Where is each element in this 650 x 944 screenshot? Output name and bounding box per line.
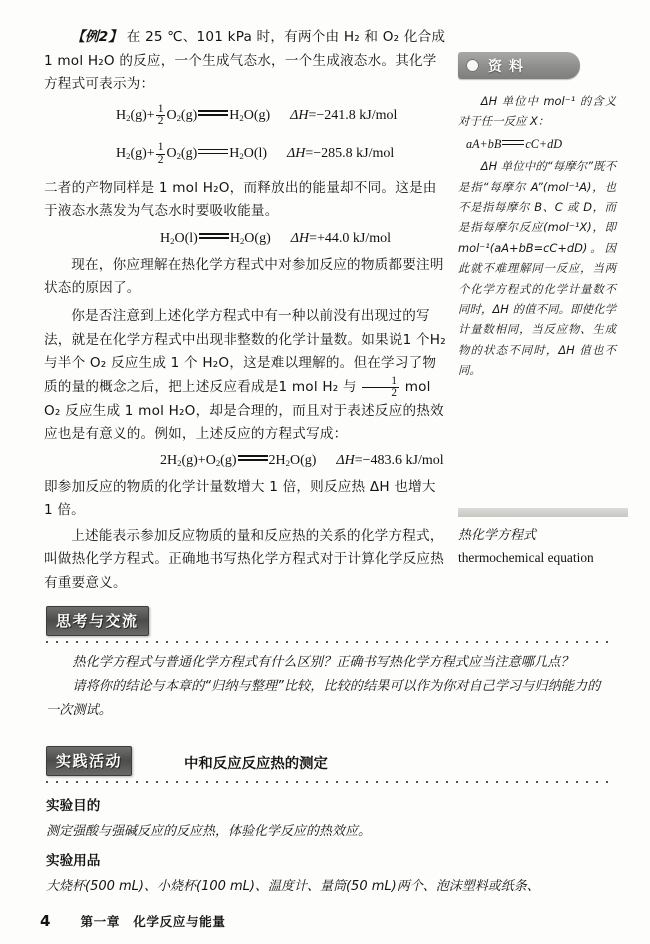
think-and-discuss-section — [46, 606, 608, 723]
paragraph-doubling: 即参加反应的物质的化学计量数增大 1 倍，则反应热 ΔH 也增大 1 倍。 — [44, 478, 436, 519]
sidebar-tab-header — [458, 52, 580, 79]
reaction-arrow-icon — [502, 140, 524, 146]
key-term-box — [458, 508, 628, 569]
example-paragraph — [44, 26, 448, 97]
reaction-arrow-icon — [198, 149, 228, 155]
experiment-purpose-block — [46, 793, 608, 844]
think-banner-row — [46, 606, 608, 636]
paragraph-state-reason: 现在，你应理解在热化学方程式中对参加反应的物质都要注明状态的原因了。 — [44, 256, 444, 297]
think-question-1: 热化学方程式与普通化学方程式有什么区别？正确书写热化学方程式应当注意哪几点？ — [72, 655, 574, 670]
practice-title: 中和反应反应热的测定 — [184, 756, 328, 772]
reaction-arrow-icon — [238, 455, 268, 461]
experiment-purpose-heading: 实验目的 — [46, 798, 101, 814]
equation-2: $H_2(g)+$ $\frac{1}{2}$ $O_2(g)$ $H_2O(l)$ ΔH=−285.8 kJ/mol — [116, 141, 395, 166]
sidebar-line-1: ΔH 单位中 mol⁻¹ 的含义对于任一反应 X： — [458, 94, 616, 129]
think-question-2: 请将你的结论与本章的“归纳与整理”比较，比较的结果可以作为你对自己学习与归纳能力的一次测试。 — [46, 679, 601, 718]
sidebar-line-2: ΔH 单位中的“每摩尔”既不是指“每摩尔 A”(mol⁻¹A)，也不是指每摩尔 B、C 或 D，而是指每摩尔反应(mol⁻¹X)，即 mol⁻¹(aA+bB=cC+dD)。因此就不难理解同一反应，当两个化学方程式的化学计量数不同时，ΔH 的值不同。即使化学计量数相同，当反应物、生成物的状态不同时，ΔH 值也不同。 — [458, 159, 616, 378]
para4-part-a: 你是否注意到上述化学方程式中有一种以前没有出现过的写法，就是在化学方程式中出现非整数的化学计量数。如果说1 个H₂ 与半个 O₂ 反应生成 1 个 H₂O，这是难以理解的。但在学习了物质的量的概念之后，把上述反应看成是1 mol H₂ 与 — [44, 307, 446, 395]
term-chinese: 热化学方程式 — [458, 528, 537, 543]
fraction-one-half: $\frac{1}{2}$ — [157, 141, 164, 166]
equation-4: $2H_2(g)+O_2(g)$ $2H_2O(g)$ ΔH=−483.6 kJ/mol — [160, 452, 444, 468]
sidebar-general-equation: aA+bB cC+dD — [466, 136, 563, 151]
paragraph-fractional-coefficients — [44, 305, 448, 447]
think-dotted-rule — [46, 641, 608, 643]
page-number: 4 — [40, 912, 51, 930]
experiment-purpose-text: 测定强酸与强碱反应的反应热，体验化学反应的热效应。 — [46, 824, 372, 839]
reaction-arrow-icon — [198, 110, 228, 116]
paragraph-definition: 上述能表示参加反应物质的量和反应热的关系的化学方程式，叫做热化学方程式。正确地书写热化学方程式对于计算化学反应热有重要意义。 — [44, 527, 445, 592]
example-tag: 【例2】 — [71, 29, 123, 45]
equation-1: $H_2(g)+$ $\frac{1}{2}$ $O_2(g)$ $H_2O(g)$ ΔH=−241.8 kJ/mol — [116, 102, 398, 128]
reaction-arrow-icon — [199, 233, 229, 239]
think-body — [46, 651, 608, 723]
sidebar-reference-box — [458, 52, 616, 381]
footer-chapter-title: 第一章 化学反应与能量 — [80, 914, 226, 929]
paragraph-products: 二者的产物同样是 1 mol H₂O，而释放出的能量却不同。这是由于液态水蒸发为气态水时要吸收能量。 — [44, 179, 437, 220]
term-divider — [458, 508, 628, 517]
sidebar-tab-label: 资料 — [488, 58, 530, 75]
practice-banner-row — [46, 746, 608, 776]
main-text-column — [44, 26, 448, 596]
para4-part-b: mol O₂ 反应生成 1 mol H₂O，却是合理的，而且对于表述反应的热效应也是有意义的。例如，上述反应的方程式写成： — [44, 378, 444, 443]
experiment-materials-heading: 实验用品 — [46, 853, 101, 869]
term-english: thermochemical equation — [458, 550, 594, 565]
experiment-materials-block — [46, 848, 608, 899]
equation-3: $H_2O(l)$ $H_2O(g)$ ΔH=+44.0 kJ/mol — [160, 230, 391, 246]
example-paragraph-text: 在 25 ℃、101 kPa 时，有两个由 H₂ 和 O₂ 化合成 1 mol H₂O 的反应，一个生成气态水，一个生成液态水。其化学方程式可表示为： — [44, 29, 446, 93]
practice-dotted-rule — [46, 781, 608, 783]
fraction-one-half: $\frac{1}{2}$ — [157, 102, 164, 128]
think-banner-label: 思考与交流 — [46, 606, 149, 636]
practice-banner-label: 实践活动 — [46, 746, 132, 776]
sidebar-body — [458, 91, 616, 381]
fraction-one-half: $\frac{1}{2}$ — [362, 376, 399, 400]
experiment-materials-text: 大烧杯(500 mL)、小烧杯(100 mL)、温度计、量筒(50 mL)两个、泡沫塑料或纸条、 — [46, 879, 540, 894]
circle-bullet-icon — [466, 59, 479, 72]
practice-activity-section — [46, 746, 608, 899]
page-footer — [40, 911, 226, 930]
